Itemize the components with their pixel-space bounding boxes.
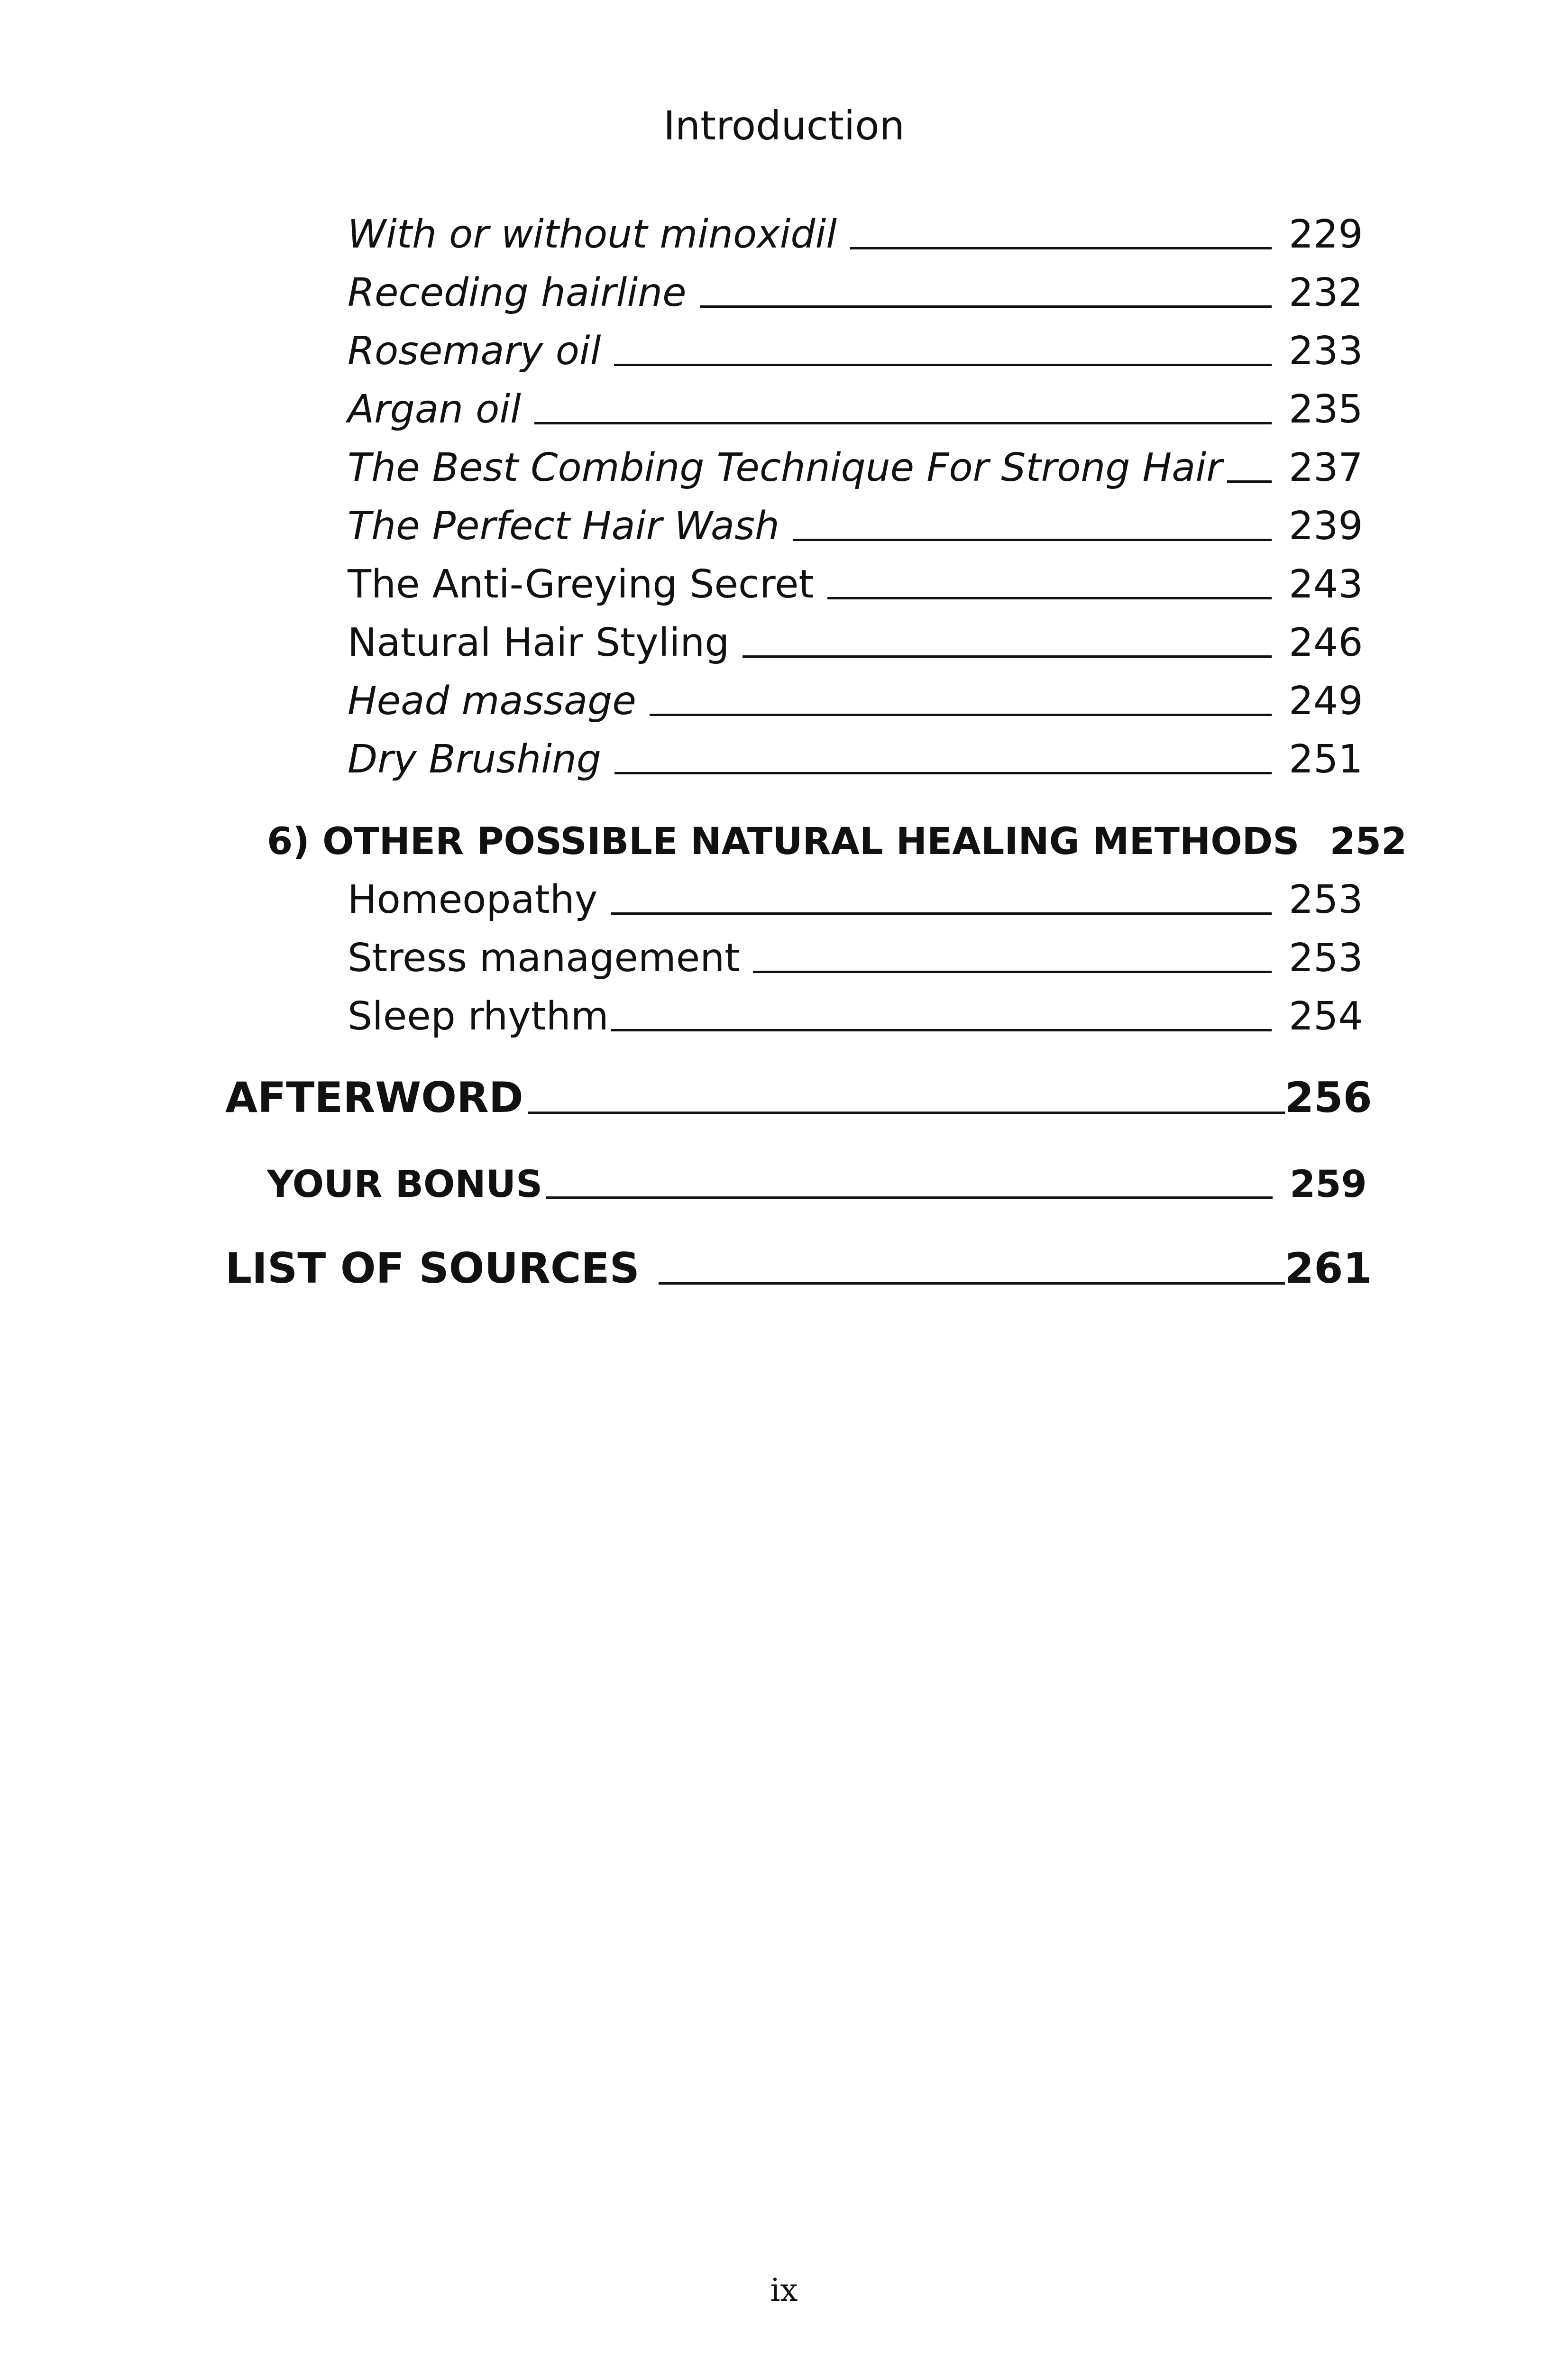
toc-entry-page: 232 — [1289, 270, 1363, 315]
toc-entry-page: 249 — [1289, 679, 1363, 724]
toc-leader — [614, 772, 1272, 774]
toc-chapter-entry[interactable] — [267, 818, 1407, 865]
toc-entry[interactable] — [348, 736, 1363, 783]
toc-entry-title: Sleep rhythm — [348, 994, 609, 1039]
toc-entry[interactable] — [348, 503, 1363, 550]
toc-chapter-page: 252 — [1330, 820, 1407, 863]
toc-chapter-title: 6) OTHER POSSIBLE NATURAL HEALING METHODS — [267, 820, 1300, 863]
toc-leader — [614, 364, 1272, 366]
toc-leader — [546, 1196, 1273, 1199]
toc-leader — [743, 655, 1272, 658]
toc-leader — [827, 597, 1272, 599]
toc-sources-entry[interactable] — [225, 1242, 1372, 1295]
toc-bonus-page: 259 — [1290, 1163, 1367, 1206]
toc-leader — [528, 1112, 1285, 1114]
toc-leader — [659, 1282, 1285, 1285]
toc-entry-page: 253 — [1289, 877, 1363, 922]
toc-entry-title: Receding hairline — [348, 270, 687, 315]
toc-entry[interactable] — [348, 619, 1363, 667]
toc-entry-page: 243 — [1289, 562, 1363, 607]
page-number: ix — [770, 2272, 798, 2308]
toc-entry-page: 237 — [1289, 445, 1363, 490]
toc-entry-title: Stress management — [348, 936, 740, 981]
toc-leader — [611, 912, 1272, 915]
toc-entry[interactable] — [348, 993, 1363, 1040]
toc-entry-title: Natural Hair Styling — [348, 620, 730, 665]
toc-leader — [650, 714, 1272, 716]
toc-leader — [534, 422, 1272, 424]
toc-bonus-title: YOUR BONUS — [267, 1163, 543, 1206]
toc-bonus-entry[interactable] — [267, 1161, 1367, 1208]
toc-afterword-page: 256 — [1285, 1073, 1372, 1122]
toc-entry[interactable] — [348, 328, 1363, 375]
toc-sources-title: LIST OF SOURCES — [225, 1244, 640, 1293]
toc-entry-page: 229 — [1289, 212, 1363, 257]
toc-leader — [793, 539, 1272, 541]
toc-entry-title: Homeopathy — [348, 877, 598, 922]
toc-entry[interactable] — [348, 211, 1363, 258]
toc-leader — [611, 1029, 1272, 1031]
toc-entry[interactable] — [348, 269, 1363, 317]
toc-entry-page: 239 — [1289, 504, 1363, 549]
toc-leader — [1227, 480, 1272, 483]
toc-entry-title: Rosemary oil — [348, 329, 601, 374]
toc-entry-page: 253 — [1289, 936, 1363, 981]
toc-entry[interactable] — [348, 935, 1363, 982]
toc-entry-page: 246 — [1289, 620, 1363, 665]
toc-entry-page: 251 — [1289, 737, 1363, 782]
toc-entry[interactable] — [348, 561, 1363, 608]
toc-leader — [700, 305, 1272, 308]
toc-leader — [753, 971, 1272, 973]
toc-entry[interactable] — [348, 386, 1363, 433]
toc-entry-page: 233 — [1289, 329, 1363, 374]
toc-entry-page: 254 — [1289, 994, 1363, 1039]
toc-entry-title: The Anti-Greying Secret — [348, 562, 814, 607]
toc-entry-title: The Best Combing Technique For Strong Hair — [348, 445, 1222, 490]
toc-entry-title: With or without minoxidil — [348, 212, 837, 257]
toc-leader — [850, 247, 1272, 249]
toc-entry-title: Dry Brushing — [348, 737, 601, 782]
toc-entry[interactable] — [348, 876, 1363, 924]
toc-entry-title: Head massage — [348, 679, 636, 724]
toc-entry[interactable] — [348, 444, 1363, 492]
toc-entry-page: 235 — [1289, 387, 1363, 432]
toc-entry-title: The Perfect Hair Wash — [348, 504, 779, 549]
toc-entry-title: Argan oil — [348, 387, 521, 432]
toc-afterword-title: AFTERWORD — [225, 1073, 523, 1122]
toc-sources-page: 261 — [1285, 1244, 1372, 1293]
toc-entry[interactable] — [348, 678, 1363, 725]
running-header: Introduction — [663, 102, 905, 149]
toc-afterword-entry[interactable] — [225, 1072, 1372, 1124]
